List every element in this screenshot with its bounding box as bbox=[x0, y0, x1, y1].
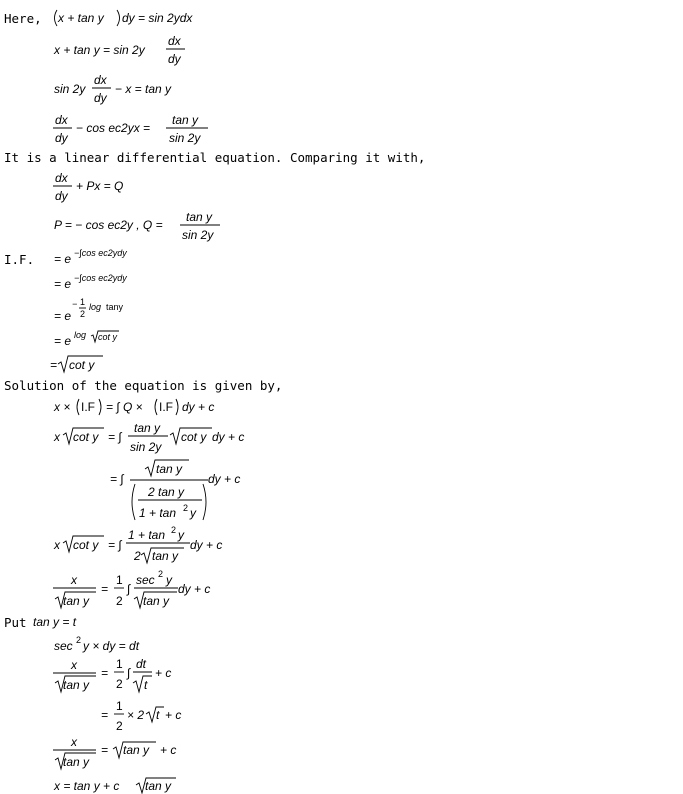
svg-text:I.F: I.F bbox=[81, 400, 95, 414]
svg-text:− x = tan y: − x = tan y bbox=[115, 82, 172, 96]
svg-text:dx: dx bbox=[55, 113, 68, 127]
svg-text:2: 2 bbox=[116, 677, 123, 691]
svg-text:tan y: tan y bbox=[156, 462, 183, 476]
svg-text:dy + c: dy + c bbox=[182, 400, 215, 414]
svg-text:= ∫: = ∫ bbox=[108, 538, 122, 552]
eq-2 bbox=[53, 34, 185, 66]
svg-text:log: log bbox=[89, 302, 102, 312]
svg-text:× 2: × 2 bbox=[127, 708, 145, 722]
svg-text:2: 2 bbox=[80, 309, 86, 319]
svg-text:2: 2 bbox=[116, 594, 123, 608]
svg-text:2: 2 bbox=[171, 525, 177, 535]
svg-text:x + tan y = sin 2y: x + tan y = sin 2y bbox=[54, 43, 145, 57]
svg-text:=: = bbox=[101, 743, 109, 757]
put-step-2 bbox=[53, 657, 171, 692]
svg-text:cot y: cot y bbox=[181, 430, 207, 444]
if-step-2 bbox=[54, 273, 127, 291]
put-label: Put bbox=[4, 615, 27, 630]
svg-text:tan y: tan y bbox=[186, 210, 213, 224]
svg-text:dy + c: dy + c bbox=[208, 472, 241, 486]
svg-text:1: 1 bbox=[116, 573, 123, 587]
svg-text:dy: dy bbox=[168, 52, 181, 66]
svg-text:−∫cos ec2ydy: −∫cos ec2ydy bbox=[74, 248, 127, 258]
svg-text:=: = bbox=[101, 582, 109, 596]
svg-text:=: = bbox=[50, 358, 58, 372]
svg-text:2: 2 bbox=[134, 549, 141, 563]
svg-text:dx: dx bbox=[168, 34, 181, 48]
sol-step-1 bbox=[53, 399, 214, 415]
put-step-3 bbox=[101, 699, 181, 733]
svg-text:+ c: + c bbox=[155, 666, 172, 680]
sol-step-5 bbox=[53, 569, 210, 608]
if-step-3 bbox=[54, 297, 124, 323]
svg-text:x + tan y: x + tan y bbox=[58, 11, 104, 25]
svg-text:x: x bbox=[54, 538, 60, 552]
svg-text:dy + c: dy + c bbox=[178, 582, 211, 596]
svg-text:2: 2 bbox=[116, 719, 123, 733]
svg-text:dy + c: dy + c bbox=[190, 538, 223, 552]
svg-text:cot y: cot y bbox=[98, 332, 118, 342]
svg-text:I.F: I.F bbox=[159, 400, 173, 414]
here-label: Here, bbox=[4, 11, 42, 26]
svg-text:sec: sec bbox=[136, 573, 155, 587]
svg-text:tan y: tan y bbox=[123, 743, 150, 757]
eq-6 bbox=[54, 210, 220, 242]
svg-text:cot y: cot y bbox=[69, 358, 95, 372]
if-step-4 bbox=[54, 330, 119, 348]
svg-text:dy = sin 2ydx: dy = sin 2ydx bbox=[122, 11, 193, 25]
svg-text:−∫cos ec2ydy: −∫cos ec2ydy bbox=[74, 273, 127, 283]
svg-text:dy: dy bbox=[55, 189, 68, 203]
svg-text:tany: tany bbox=[106, 302, 124, 312]
svg-text:=: = bbox=[101, 708, 109, 722]
svg-text:= ∫: = ∫ bbox=[108, 430, 122, 444]
if-step-1 bbox=[54, 248, 127, 266]
svg-text:tan y: tan y bbox=[172, 113, 199, 127]
eq-3 bbox=[54, 73, 172, 105]
svg-text:− cos ec2yx =: − cos ec2yx = bbox=[76, 121, 151, 135]
svg-text:tan y: tan y bbox=[152, 549, 179, 563]
svg-text:sin 2y: sin 2y bbox=[169, 131, 201, 145]
svg-text:1: 1 bbox=[80, 297, 86, 307]
svg-text:= e: = e bbox=[54, 252, 72, 266]
svg-text:P = − cos ec2y , Q =: P = − cos ec2y , Q = bbox=[54, 218, 163, 232]
svg-text:2: 2 bbox=[158, 569, 164, 579]
svg-text:dx: dx bbox=[55, 171, 68, 185]
svg-text:x: x bbox=[54, 430, 60, 444]
svg-text:x = tan y + c: x = tan y + c bbox=[54, 779, 120, 793]
svg-text:y: y bbox=[166, 573, 172, 587]
svg-text:+ c: + c bbox=[165, 708, 182, 722]
svg-text:= e: = e bbox=[54, 277, 72, 291]
svg-text:y: y bbox=[178, 528, 184, 542]
sol-step-4 bbox=[53, 525, 222, 563]
svg-text:= ∫ Q ×: = ∫ Q × bbox=[106, 400, 143, 414]
svg-text:tan y = t: tan y = t bbox=[33, 615, 77, 629]
svg-text:sin 2y: sin 2y bbox=[130, 440, 162, 454]
svg-text:tan y: tan y bbox=[145, 779, 172, 793]
svg-text:2: 2 bbox=[76, 635, 82, 645]
svg-text:t: t bbox=[144, 678, 148, 692]
svg-text:1 + tan: 1 + tan bbox=[128, 528, 166, 542]
svg-text:tan y: tan y bbox=[143, 594, 170, 608]
svg-text:dt: dt bbox=[136, 657, 147, 671]
svg-text:1: 1 bbox=[116, 657, 123, 671]
svg-text:y × dy = dt: y × dy = dt bbox=[83, 639, 140, 653]
linear-statement: It is a linear differential equation. Comparing it with, bbox=[4, 150, 426, 165]
svg-text:= e: = e bbox=[54, 309, 72, 323]
svg-text:dy + c: dy + c bbox=[212, 430, 245, 444]
svg-text:sec: sec bbox=[54, 639, 73, 653]
svg-text:dy: dy bbox=[55, 131, 68, 145]
solution-statement: Solution of the equation is given by, bbox=[4, 378, 283, 393]
svg-text:∫: ∫ bbox=[127, 666, 131, 680]
if-step-5 bbox=[50, 356, 103, 372]
svg-text:log: log bbox=[74, 330, 87, 340]
put-step-4 bbox=[53, 735, 176, 769]
svg-text:x: x bbox=[71, 735, 77, 749]
eq-1 bbox=[55, 10, 194, 26]
svg-text:x: x bbox=[71, 658, 77, 672]
svg-text:cot y: cot y bbox=[73, 538, 99, 552]
svg-text:2: 2 bbox=[183, 503, 189, 513]
svg-text:x ×: x × bbox=[54, 400, 71, 414]
svg-text:1: 1 bbox=[116, 699, 123, 713]
sol-step-2 bbox=[53, 421, 244, 454]
svg-text:dx: dx bbox=[94, 73, 107, 87]
svg-text:−: − bbox=[72, 299, 78, 309]
svg-text:= ∫: = ∫ bbox=[110, 472, 124, 486]
sol-step-3 bbox=[110, 460, 240, 520]
svg-text:tan y: tan y bbox=[134, 421, 161, 435]
svg-text:y: y bbox=[190, 506, 196, 520]
svg-text:=: = bbox=[101, 666, 109, 680]
eq-4 bbox=[53, 113, 208, 145]
svg-text:+ Px = Q: + Px = Q bbox=[76, 179, 124, 193]
put-step-5 bbox=[53, 778, 176, 793]
put-step-1 bbox=[54, 635, 140, 653]
eq-5 bbox=[53, 171, 123, 203]
svg-text:sin 2y: sin 2y bbox=[182, 228, 214, 242]
if-label: I.F. bbox=[4, 252, 35, 267]
svg-text:= e: = e bbox=[54, 334, 72, 348]
svg-text:t: t bbox=[156, 708, 160, 722]
svg-text:2 tan y: 2 tan y bbox=[148, 485, 185, 499]
svg-text:x: x bbox=[71, 573, 77, 587]
svg-text:tan y: tan y bbox=[63, 678, 90, 692]
svg-text:tan y: tan y bbox=[63, 594, 90, 608]
put-expression bbox=[33, 615, 77, 629]
svg-text:sin 2y: sin 2y bbox=[54, 82, 86, 96]
svg-text:cot y: cot y bbox=[73, 430, 99, 444]
svg-text:1 + tan: 1 + tan bbox=[139, 506, 177, 520]
svg-text:dy: dy bbox=[94, 91, 107, 105]
svg-text:∫: ∫ bbox=[127, 582, 131, 596]
svg-text:tan y: tan y bbox=[63, 755, 90, 769]
svg-text:+ c: + c bbox=[160, 743, 177, 757]
